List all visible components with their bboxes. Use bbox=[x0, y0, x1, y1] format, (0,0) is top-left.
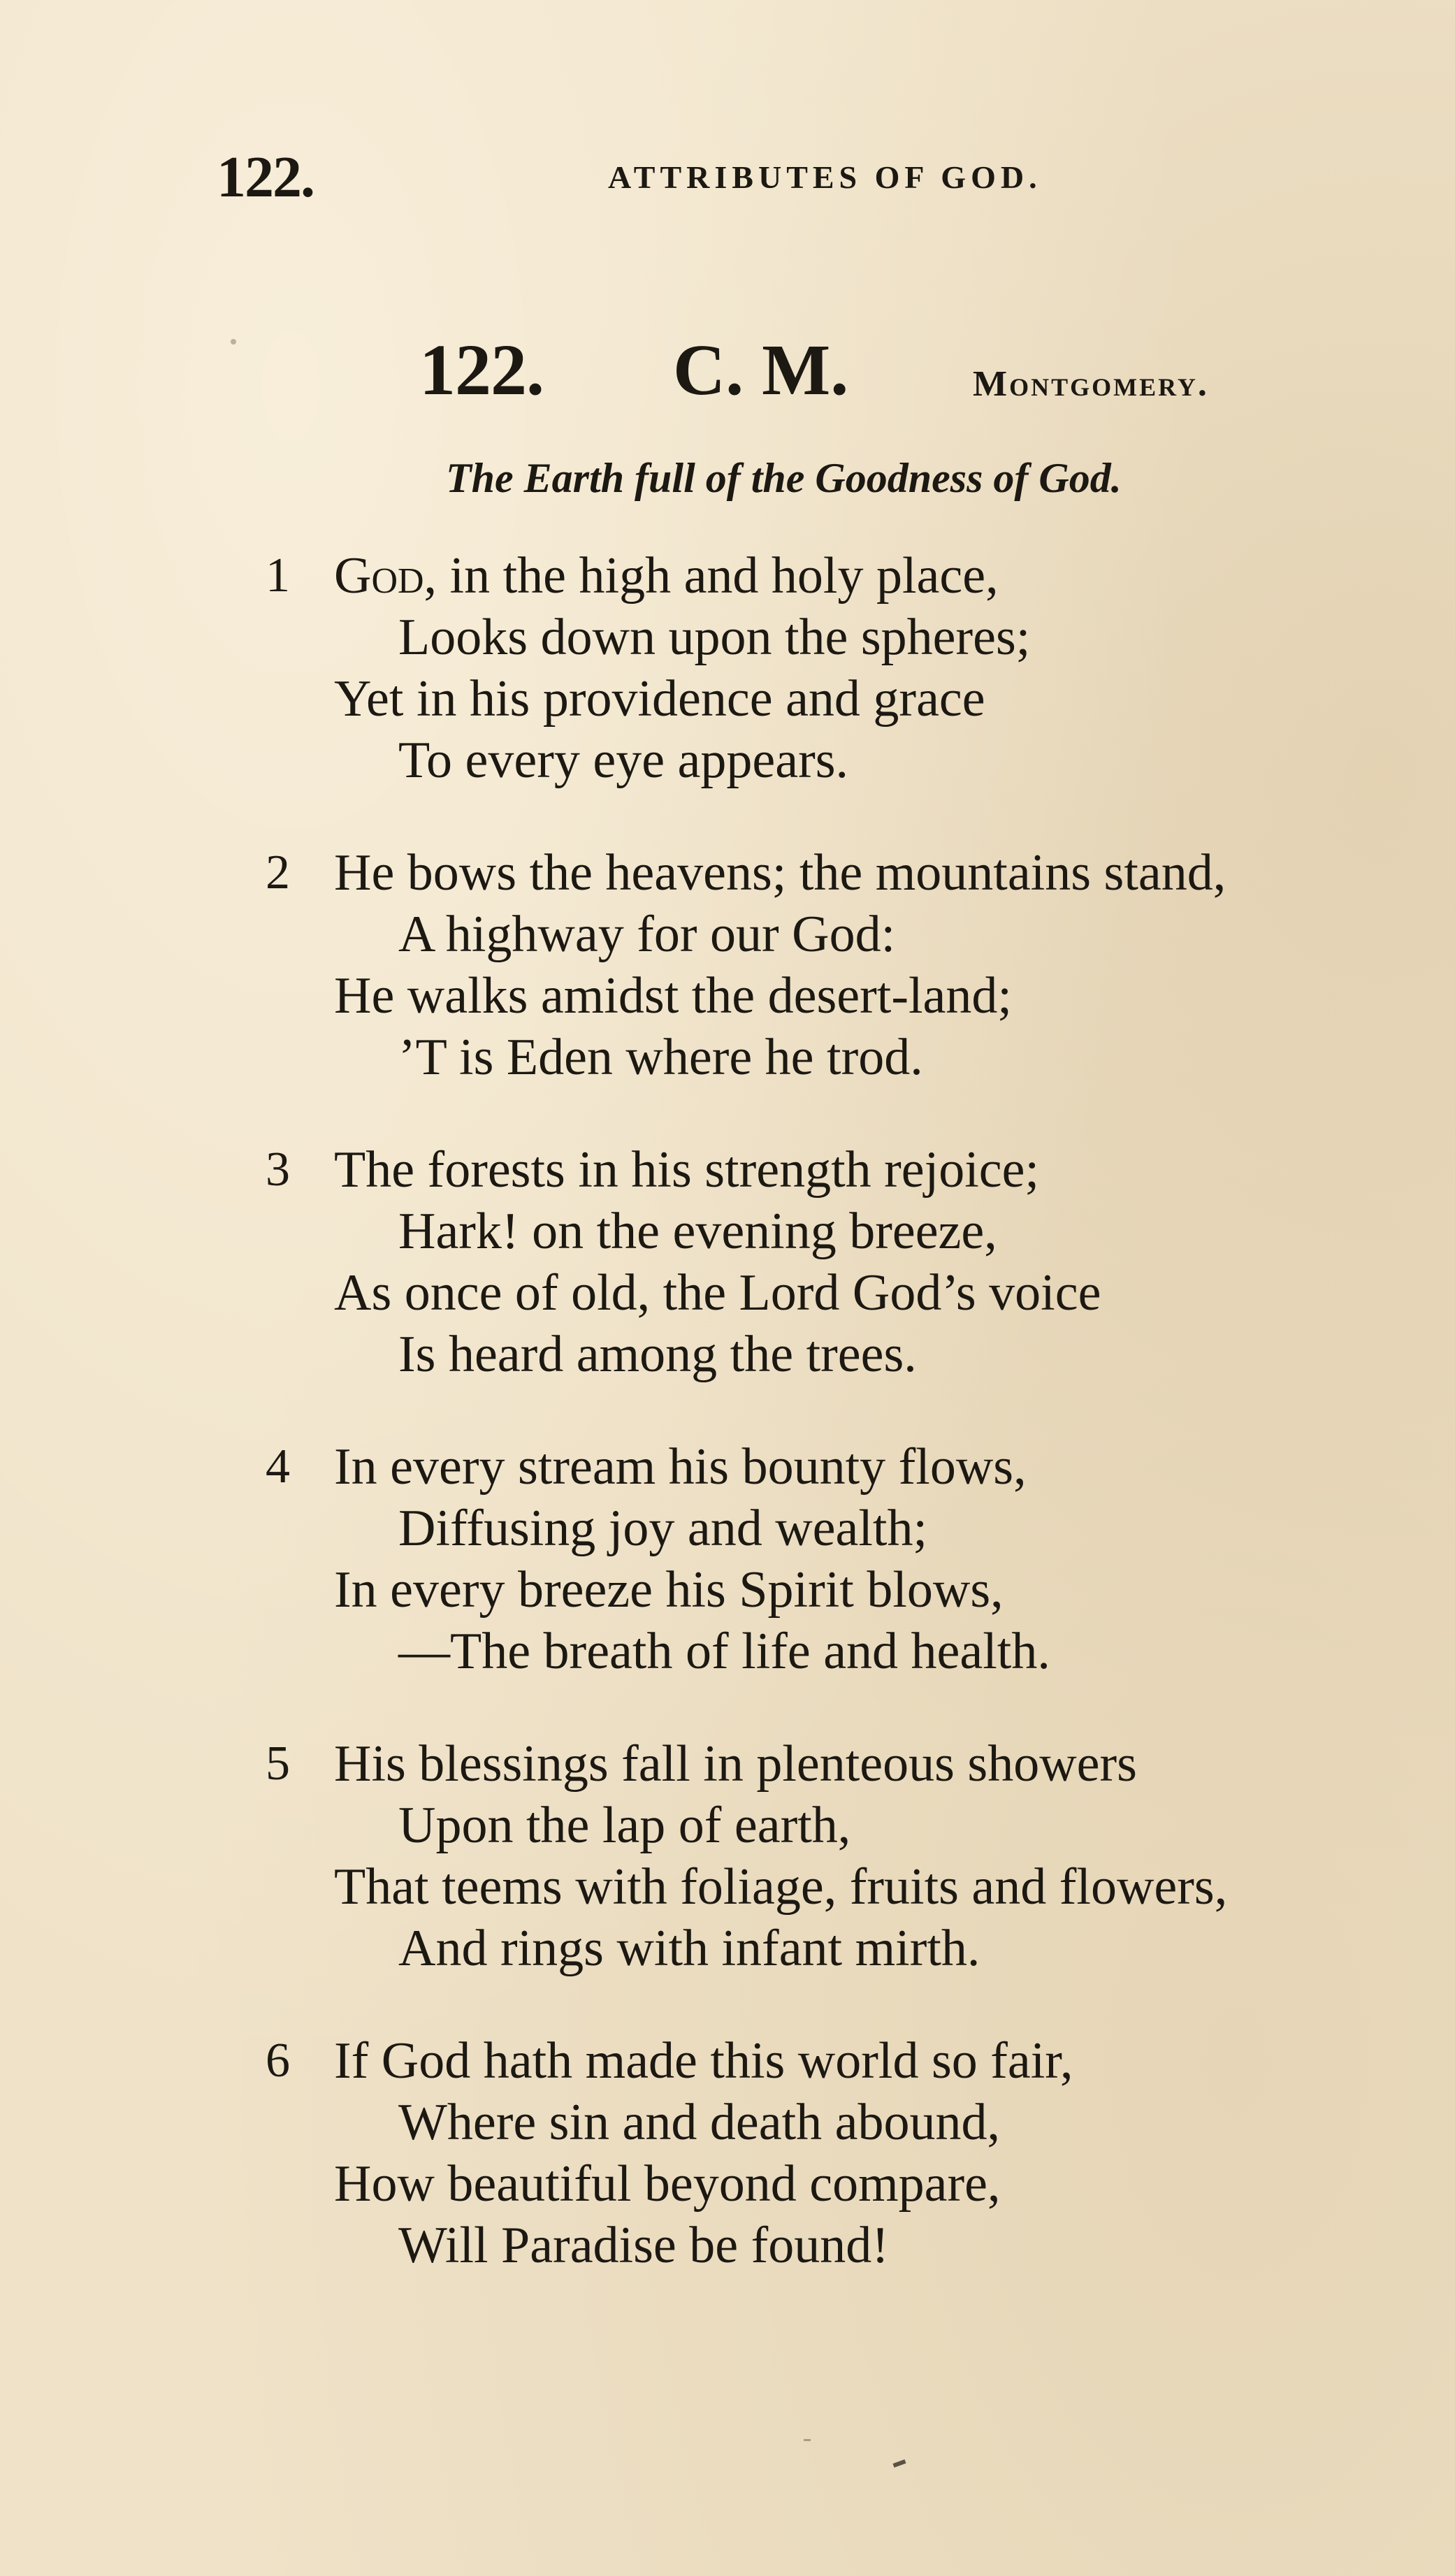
stanza-line: As once of old, the Lord God’s voice bbox=[334, 1264, 1101, 1322]
stanza-line: His blessings fall in plenteous showers bbox=[334, 1735, 1137, 1793]
stanza bbox=[266, 2030, 1440, 2274]
stanza-number: 1 bbox=[266, 549, 290, 602]
hymn-author: Montgomery. bbox=[973, 364, 1209, 404]
stanza-number: 2 bbox=[266, 846, 290, 899]
stanza-line: In every breeze his Spirit blows, bbox=[334, 1561, 1004, 1619]
running-title: ATTRIBUTES OF GOD. bbox=[608, 159, 1042, 195]
stanza-number: 4 bbox=[266, 1440, 290, 1493]
hymn-meter: C. M. bbox=[673, 330, 849, 410]
page-number: 122. bbox=[217, 145, 314, 210]
hymn-header bbox=[419, 328, 1328, 410]
stanza-line: How beautiful beyond compare, bbox=[334, 2155, 1001, 2213]
stanza-number: 6 bbox=[266, 2034, 290, 2087]
stanza-line: He walks amidst the desert-land; bbox=[334, 967, 1012, 1025]
stanza-number: 5 bbox=[266, 1737, 290, 1790]
stanza-line: That teems with foliage, fruits and flowers, bbox=[334, 1858, 1228, 1916]
ink-speck bbox=[231, 339, 236, 345]
stanza-line-text: , in the high and holy place, bbox=[424, 547, 999, 605]
stanza bbox=[266, 1733, 1440, 1977]
stanza-line: In every stream his bounty flows, bbox=[334, 1438, 1027, 1496]
stanza bbox=[266, 842, 1440, 1086]
stanza bbox=[266, 1139, 1440, 1383]
stanza-line: Hark! on the evening breeze, bbox=[398, 1203, 997, 1260]
stanza-line: A highway for our God: bbox=[398, 906, 896, 963]
stanza-line: If God hath made this world so fair, bbox=[334, 2032, 1073, 2090]
stanza-line: He bows the heavens; the mountains stand, bbox=[334, 844, 1226, 902]
stanza-line: Upon the lap of earth, bbox=[398, 1797, 851, 1854]
stanza-line bbox=[334, 545, 999, 607]
stanza-line: Looks down upon the spheres; bbox=[398, 609, 1031, 666]
stanza-line: Diffusing joy and wealth; bbox=[398, 1500, 928, 1557]
stanza-line: Is heard among the trees. bbox=[398, 1326, 917, 1383]
running-head bbox=[217, 143, 1125, 210]
ink-speck bbox=[804, 2439, 811, 2441]
stanza-list bbox=[266, 545, 1440, 2327]
stanza bbox=[266, 545, 1440, 789]
stanza-line: And rings with infant mirth. bbox=[398, 1920, 980, 1977]
hymn-number: 122. bbox=[419, 330, 544, 410]
stanza-line: The forests in his strength rejoice; bbox=[334, 1141, 1040, 1199]
stanza bbox=[266, 1436, 1440, 1680]
stanza-line: Yet in his providence and grace bbox=[334, 670, 985, 728]
hymn-title: The Earth full of the Goodness of God. bbox=[446, 455, 1122, 501]
stanza-line: To every eye appears. bbox=[398, 732, 849, 789]
first-word-small-caps: God bbox=[334, 547, 424, 605]
stanza-line: —The breath of life and health. bbox=[398, 1623, 1050, 1680]
stanza-line: Where sin and death abound, bbox=[398, 2094, 1000, 2151]
stanza-number: 3 bbox=[266, 1143, 290, 1196]
stanza-line: ’T is Eden where he trod. bbox=[398, 1029, 923, 1086]
ink-speck bbox=[893, 2459, 906, 2468]
stanza-line: Will Paradise be found! bbox=[398, 2217, 889, 2274]
